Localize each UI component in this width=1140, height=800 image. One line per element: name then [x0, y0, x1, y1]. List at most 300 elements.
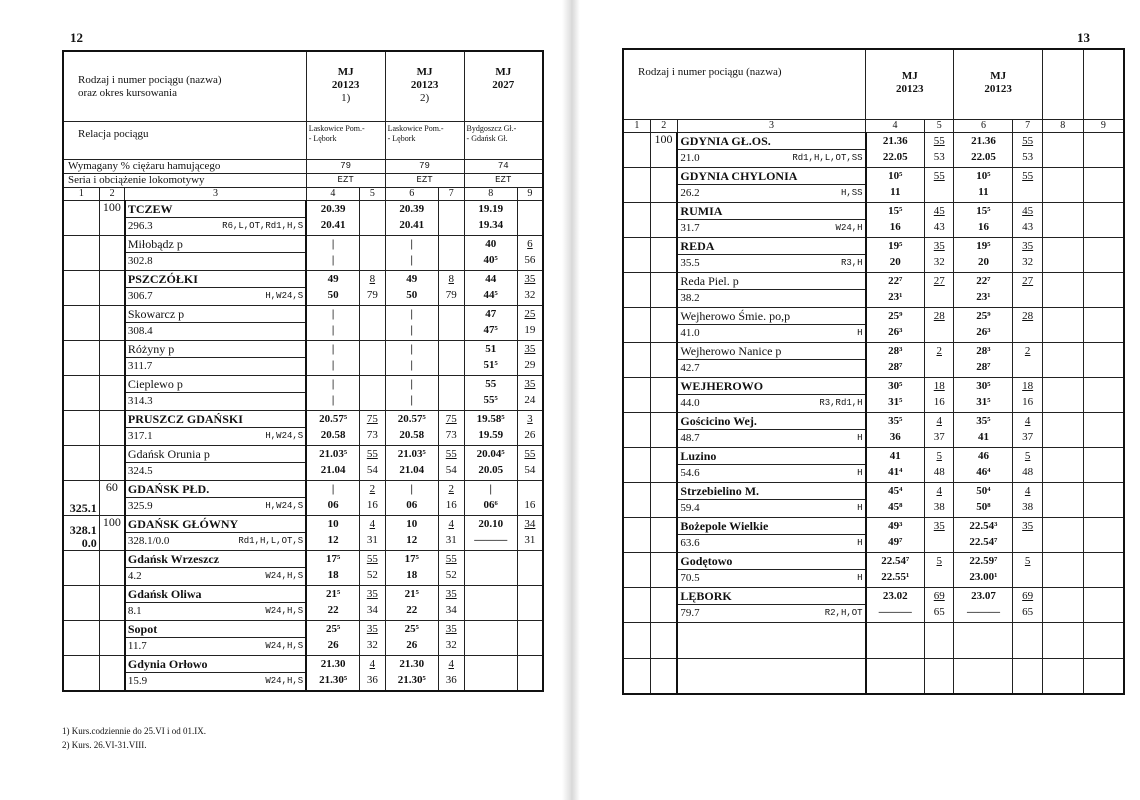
- departure-time: [465, 567, 517, 584]
- empty-cell: [1042, 132, 1083, 167]
- arrival-time: |: [331, 237, 335, 250]
- colnum: 6: [385, 187, 438, 200]
- run-minutes: 55: [933, 169, 945, 182]
- time-cell: [464, 445, 517, 480]
- line-code: [650, 307, 677, 342]
- departure-time: [465, 602, 517, 619]
- line-km: [63, 235, 99, 270]
- run-minutes: 28: [933, 309, 945, 322]
- departure-time: 21.30⁵: [397, 673, 426, 686]
- arrival-time: 20.39: [320, 202, 346, 215]
- stop-minutes: 32: [366, 638, 378, 651]
- station-cell: [677, 412, 865, 447]
- departure-time: 22.05: [882, 150, 908, 163]
- run-minutes: 4: [1024, 414, 1031, 427]
- departure-time: 12: [327, 533, 339, 546]
- table-row: [623, 202, 1124, 237]
- run-minutes: 2: [448, 482, 454, 495]
- station-name: Skowarcz p: [126, 306, 305, 323]
- station-cell: [125, 550, 306, 585]
- stop-minutes: 19: [524, 323, 536, 336]
- time-cell: [954, 482, 1013, 517]
- minutes-cell: [438, 235, 464, 270]
- station-cell: [125, 270, 306, 305]
- arrival-time: 21⁵: [325, 587, 341, 600]
- table-row: [63, 515, 543, 550]
- line-km: [63, 410, 99, 445]
- time-cell: [306, 410, 359, 445]
- station-name: PRUSZCZ GDAŃSKI: [126, 411, 305, 428]
- stop-minutes: 36: [366, 673, 378, 686]
- time-cell: [385, 550, 438, 585]
- time-cell: [306, 305, 359, 340]
- line-km: [63, 270, 99, 305]
- station-cell: [125, 445, 306, 480]
- stop-minutes: 38: [933, 500, 945, 513]
- arrival-time: 28³: [976, 344, 991, 357]
- minutes-cell: [925, 517, 954, 552]
- line-km: 325.1: [63, 480, 99, 515]
- minutes-cell: [438, 445, 464, 480]
- arrival-time: 19⁵: [888, 239, 903, 252]
- stop-minutes: 31: [524, 533, 536, 546]
- arrival-time: 23.07: [971, 589, 996, 602]
- departure-time: 22: [406, 603, 418, 616]
- minutes-cell: [517, 410, 543, 445]
- header-relation-1: Laskowice Pom.- - Lębork: [306, 121, 385, 159]
- minutes-cell: [438, 585, 464, 620]
- arrival-time: 10: [406, 517, 418, 530]
- time-cell: [866, 167, 925, 202]
- station-km: 11.7: [127, 639, 147, 652]
- line-code: [99, 550, 125, 585]
- stop-minutes: [925, 534, 953, 551]
- arrival-time: 25⁹: [888, 309, 903, 322]
- table-row: [63, 235, 543, 270]
- station-cell: [125, 410, 306, 445]
- station-name: LĘBORK: [678, 588, 864, 605]
- arrival-time: |: [410, 307, 413, 320]
- time-cell: [306, 340, 359, 375]
- run-minutes: 55: [1022, 134, 1034, 147]
- run-minutes: 45: [1022, 204, 1034, 217]
- arrival-time: 17⁵: [325, 552, 341, 565]
- station-name: WEJHEROWO: [678, 378, 864, 395]
- header-relation-3: Bydgoszcz Gł.- - Gdańsk Gł.: [464, 121, 543, 159]
- departure-time: |: [331, 323, 335, 336]
- departure-time: 22.05: [971, 150, 996, 163]
- table-row: [63, 445, 543, 480]
- page-number-right: 13: [1077, 30, 1090, 45]
- line-km: [623, 272, 650, 307]
- arrival-time: 21⁵: [404, 587, 419, 600]
- arrival-time: [465, 621, 517, 637]
- header-brake-label: Wymagany % ciężaru hamującego: [63, 159, 306, 173]
- arrival-time: 20.57⁵: [397, 412, 426, 425]
- line-km: [623, 482, 650, 517]
- station-km: 317.1: [127, 429, 153, 442]
- arrival-time: 10⁵: [888, 169, 903, 182]
- minutes-cell: [517, 375, 543, 410]
- departure-time: 20.41: [399, 218, 425, 231]
- left-page: [0, 0, 568, 800]
- departure-time: |: [331, 253, 335, 266]
- line-code: [99, 235, 125, 270]
- time-cell: [866, 447, 925, 482]
- time-cell: [866, 412, 925, 447]
- departure-time: |: [410, 323, 413, 336]
- stop-minutes: 34: [366, 603, 378, 616]
- station-cell: [677, 202, 865, 237]
- footnote-1: 1) Kurs.codziennie do 25.VI i od 01.IX.: [62, 726, 206, 736]
- arrival-time: 47: [485, 307, 497, 320]
- header-loco-label: Seria i obciążenie lokomotywy: [63, 173, 306, 187]
- minutes-cell: [517, 270, 543, 305]
- departure-time: 26³: [888, 325, 903, 338]
- departure-time: 18: [406, 568, 418, 581]
- station-codes: R2,H,OT: [824, 607, 863, 618]
- stop-minutes: [439, 322, 464, 339]
- minutes-cell: [1013, 342, 1042, 377]
- arrival-time: 49: [327, 272, 339, 285]
- station-codes: H: [857, 572, 863, 583]
- line-km: [623, 132, 650, 167]
- stop-minutes: 16: [1022, 395, 1034, 408]
- departure-time: |: [410, 253, 413, 266]
- time-cell: [866, 342, 925, 377]
- station-cell: [125, 200, 306, 235]
- run-minutes: 4: [1024, 484, 1031, 497]
- colnum: 7: [438, 187, 464, 200]
- arrival-time: |: [410, 342, 413, 355]
- station-codes: H: [857, 502, 863, 513]
- minutes-cell: [438, 515, 464, 550]
- arrival-time: [465, 656, 517, 672]
- minutes-cell: [1013, 377, 1042, 412]
- run-minutes: 35: [1022, 239, 1034, 252]
- empty-cell: [1083, 307, 1124, 342]
- column-numbers-row-right: [623, 119, 1124, 132]
- stop-minutes: [360, 392, 385, 409]
- arrival-time: 25⁹: [976, 309, 991, 322]
- run-minutes: 4: [936, 414, 942, 427]
- run-minutes: 55: [1022, 169, 1034, 182]
- minutes-cell: [360, 515, 386, 550]
- station-km: 8.1: [127, 604, 142, 617]
- minutes-cell: [925, 482, 954, 517]
- stop-minutes: [1013, 534, 1041, 551]
- run-minutes: 45: [933, 204, 945, 217]
- line-code: [99, 375, 125, 410]
- time-cell: [954, 552, 1013, 587]
- stop-minutes: [1013, 184, 1041, 201]
- station-name: GDAŃSK GŁÓWNY: [126, 516, 305, 533]
- arrival-time: |: [410, 377, 413, 390]
- station-km: 79.7: [680, 606, 700, 619]
- station-codes: Rd1,H,L,OT,S: [238, 535, 304, 546]
- stop-minutes: 32: [524, 288, 536, 301]
- departure-time: ———: [878, 605, 912, 618]
- station-km: 324.5: [127, 464, 153, 477]
- empty-cell: [1042, 552, 1083, 587]
- departure-time: 06⁶: [483, 498, 498, 511]
- line-code: [650, 447, 677, 482]
- stop-minutes: [439, 392, 464, 409]
- stop-minutes: [1013, 289, 1041, 306]
- colnum: 6: [954, 119, 1013, 132]
- arrival-time: 21.30: [399, 657, 425, 670]
- run-minutes: 35: [445, 587, 457, 600]
- empty-cell: [1042, 587, 1083, 622]
- line-code: [650, 412, 677, 447]
- arrival-time: [465, 586, 517, 602]
- station-codes: W24,H: [835, 222, 863, 233]
- station-cell: [125, 620, 306, 655]
- station-codes: W24,H,S: [265, 570, 304, 581]
- minutes-cell: [517, 340, 543, 375]
- station-name: GDYNIA GŁ.OS.: [678, 133, 864, 150]
- line-code: [99, 620, 125, 655]
- arrival-time: 44: [485, 272, 497, 285]
- header-train-label-right: Rodzaj i numer pociągu (nazwa): [623, 49, 866, 119]
- colnum: 8: [464, 187, 517, 200]
- arrival-time: 23.02: [882, 589, 908, 602]
- arrival-time: 51: [485, 342, 497, 355]
- colnum: 4: [866, 119, 925, 132]
- stop-minutes: 54: [524, 463, 536, 476]
- station-cell: [677, 587, 865, 622]
- station-km: 296.3: [127, 219, 153, 232]
- line-km: [63, 585, 99, 620]
- run-minutes: [439, 201, 464, 217]
- run-minutes: 69: [1022, 589, 1034, 602]
- station-km: 308.4: [127, 324, 153, 337]
- stop-minutes: 52: [445, 568, 457, 581]
- departure-time: 22: [327, 603, 339, 616]
- stop-minutes: [1013, 569, 1041, 586]
- run-minutes: 55: [524, 447, 536, 460]
- time-cell: [954, 202, 1013, 237]
- station-cell: [125, 340, 306, 375]
- station-codes: R3,H: [840, 257, 863, 268]
- table-row: [623, 377, 1124, 412]
- station-name: REDA: [678, 238, 864, 255]
- line-km: [63, 340, 99, 375]
- line-km: [623, 342, 650, 377]
- station-cell: [677, 272, 865, 307]
- page-number-left: 12: [70, 30, 83, 45]
- arrival-time: 21.03⁵: [319, 447, 348, 460]
- empty-cell: [1083, 132, 1124, 167]
- departure-time: [465, 672, 517, 689]
- station-name: Bożepole Wielkie: [678, 518, 864, 535]
- minutes-cell: [925, 377, 954, 412]
- stop-minutes: 16: [933, 395, 945, 408]
- line-code: [650, 587, 677, 622]
- departure-time: ———: [966, 605, 1000, 618]
- departure-time: |: [331, 358, 335, 371]
- run-minutes: 4: [448, 517, 454, 530]
- time-cell: [954, 447, 1013, 482]
- header-train-label: Rodzaj i numer pociągu (nazwa) oraz okres kursowania: [63, 51, 306, 121]
- minutes-cell: [925, 167, 954, 202]
- stop-minutes: 36: [445, 673, 457, 686]
- departure-time: 19.59: [478, 428, 504, 441]
- run-minutes: [439, 341, 464, 357]
- stop-minutes: 31: [445, 533, 457, 546]
- line-km: [623, 377, 650, 412]
- arrival-time: 22⁷: [888, 274, 903, 287]
- minutes-cell: [438, 270, 464, 305]
- run-minutes: [360, 201, 385, 217]
- departure-time: 28⁷: [888, 360, 903, 373]
- run-minutes: 5: [1024, 554, 1031, 567]
- station-cell: [677, 377, 865, 412]
- arrival-time: 20.39: [399, 202, 425, 215]
- colnum: 3: [677, 119, 865, 132]
- table-row: [63, 550, 543, 585]
- empty-cell: [1083, 482, 1124, 517]
- station-km: 70.5: [680, 571, 700, 584]
- departure-time: |: [331, 393, 335, 406]
- empty-cell: [1083, 342, 1124, 377]
- time-cell: [866, 552, 925, 587]
- run-minutes: 55: [366, 447, 378, 460]
- arrival-time: |: [331, 377, 335, 390]
- empty-cell: [1042, 377, 1083, 412]
- empty-cell: [1042, 342, 1083, 377]
- departure-time: 16: [977, 220, 989, 233]
- arrival-time: 50⁴: [976, 484, 991, 497]
- stop-minutes: [360, 252, 385, 269]
- stop-minutes: 52: [366, 568, 378, 581]
- arrival-time: 20.57⁵: [319, 412, 348, 425]
- minutes-cell: [438, 480, 464, 515]
- stop-minutes: [1013, 359, 1041, 376]
- departure-time: 22.55¹: [881, 570, 910, 583]
- line-km: 328.1 0.0: [63, 515, 99, 550]
- line-code: [650, 202, 677, 237]
- colnum: 2: [650, 119, 677, 132]
- table-row: [623, 517, 1124, 552]
- minutes-cell: [925, 552, 954, 587]
- minutes-cell: [438, 375, 464, 410]
- station-km: 48.7: [680, 431, 700, 444]
- table-row: [63, 375, 543, 410]
- arrival-time: 17⁵: [404, 552, 419, 565]
- colnum: 7: [1013, 119, 1042, 132]
- run-minutes: 18: [1022, 379, 1034, 392]
- time-cell: [306, 445, 359, 480]
- station-km: 44.0: [680, 396, 700, 409]
- footnote-2: 2) Kurs. 26.VI-31.VIII.: [62, 740, 147, 750]
- table-row: [623, 272, 1124, 307]
- run-minutes: 8: [448, 272, 454, 285]
- time-cell: [464, 550, 517, 585]
- stop-minutes: [1013, 324, 1041, 341]
- arrival-time: 15⁵: [976, 204, 991, 217]
- line-code: [650, 237, 677, 272]
- minutes-cell: [517, 445, 543, 480]
- empty-cell: [1083, 202, 1124, 237]
- line-km: [63, 200, 99, 235]
- time-cell: [866, 307, 925, 342]
- departure-time: 12: [406, 533, 418, 546]
- station-km: 311.7: [127, 359, 153, 372]
- empty-cell: [1083, 237, 1124, 272]
- time-cell: [866, 377, 925, 412]
- departure-time: 55⁵: [483, 393, 498, 406]
- minutes-cell: [1013, 272, 1042, 307]
- table-row: [63, 270, 543, 305]
- line-code: 100: [99, 200, 125, 235]
- header-train-1: MJ 20123 1): [306, 51, 385, 121]
- colnum: 1: [63, 187, 99, 200]
- minutes-cell: [925, 202, 954, 237]
- colnum: 2: [99, 187, 125, 200]
- line-km: [623, 517, 650, 552]
- station-codes: Rd1,H,L,OT,SS: [792, 152, 863, 163]
- colnum: 3: [125, 187, 306, 200]
- departure-time: 16: [889, 220, 901, 233]
- station-km: 38.2: [680, 291, 700, 304]
- minutes-cell: [360, 270, 386, 305]
- table-row: [623, 552, 1124, 587]
- arrival-time: 35⁵: [888, 414, 903, 427]
- run-minutes: 55: [933, 134, 945, 147]
- line-km: [63, 305, 99, 340]
- run-minutes: 25: [524, 307, 536, 320]
- time-cell: [306, 270, 359, 305]
- station-name: Reda Piel. p: [678, 273, 864, 290]
- departure-time: |: [410, 393, 413, 406]
- header-empty-8: [1042, 49, 1083, 119]
- arrival-time: |: [489, 482, 492, 495]
- time-cell: [866, 202, 925, 237]
- departure-time: 11: [890, 185, 901, 198]
- departure-time: 21.30⁵: [319, 673, 348, 686]
- station-name: Wejherowo Nanice p: [678, 343, 864, 360]
- arrival-time: 28³: [888, 344, 903, 357]
- run-minutes: 55: [366, 552, 378, 565]
- departure-time: 20: [889, 255, 901, 268]
- minutes-cell: [360, 235, 386, 270]
- departure-time: 23¹: [888, 290, 903, 303]
- time-cell: [954, 587, 1013, 622]
- departure-time: 41: [977, 430, 989, 443]
- station-km: 59.4: [680, 501, 700, 514]
- station-codes: R3,Rd1,H: [819, 397, 863, 408]
- table-row: [623, 412, 1124, 447]
- time-cell: [954, 167, 1013, 202]
- stop-minutes: [925, 184, 953, 201]
- empty-cell: [1042, 167, 1083, 202]
- station-name: Cieplewo p: [126, 376, 305, 393]
- line-code: [650, 272, 677, 307]
- colnum: 9: [517, 187, 543, 200]
- time-cell: [385, 235, 438, 270]
- empty-cell: [1042, 447, 1083, 482]
- stop-minutes: 65: [1022, 605, 1034, 618]
- departure-time: 50: [327, 288, 339, 301]
- minutes-cell: [438, 200, 464, 235]
- station-name: Strzebielino M.: [678, 483, 864, 500]
- table-row: [623, 482, 1124, 517]
- stop-minutes: [518, 567, 542, 584]
- departure-time: 20.41: [320, 218, 346, 231]
- station-km: 31.7: [680, 221, 700, 234]
- table-row: [63, 655, 543, 691]
